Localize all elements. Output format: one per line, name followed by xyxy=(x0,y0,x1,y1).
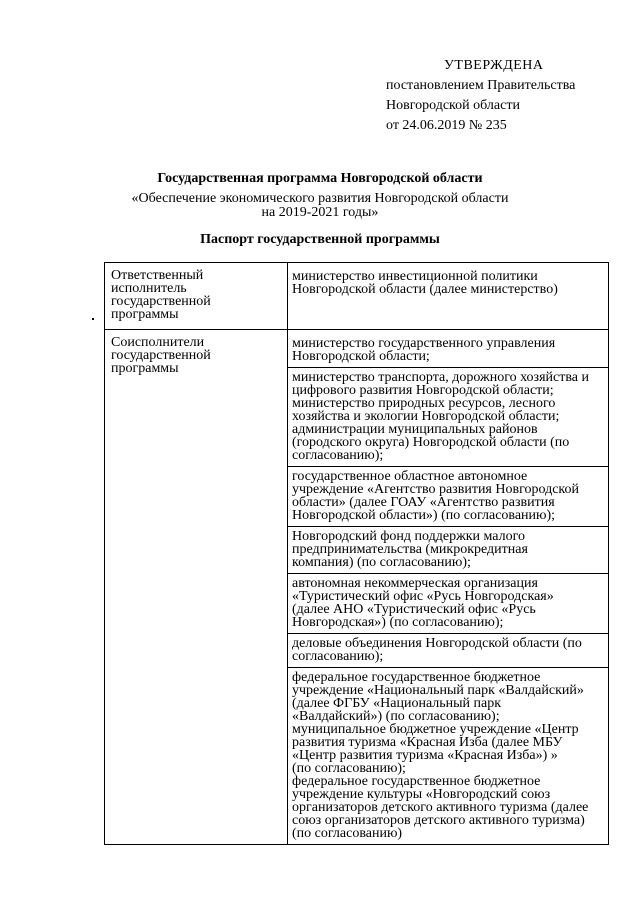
entry-line: (городского округа) Новгородской области (по xyxy=(292,435,570,450)
entry-line: организаторов детского активного туризма (далее xyxy=(292,800,589,815)
entry-line: (по согласованию); xyxy=(292,761,406,776)
entry-line: цифрового развития Новгородской области; xyxy=(292,383,554,398)
value-line: министерство инвестиционной политики xyxy=(292,269,538,284)
entry-line: согласованию); xyxy=(292,649,384,664)
approval-line: Новгородской области xyxy=(386,98,520,113)
entry-line: (по согласованию) xyxy=(292,826,403,841)
entry-line: автономная некоммерческая организация xyxy=(292,576,538,591)
entry-line: компания) (по согласованию); xyxy=(292,555,471,570)
entry-line: учреждение культуры «Новгородский союз xyxy=(292,787,551,802)
row-label xyxy=(105,263,288,330)
label-line: государственной xyxy=(111,294,211,309)
entry xyxy=(288,467,608,527)
document-title: Государственная программа Новгородской области xyxy=(157,171,483,186)
entry-line: учреждение «Агентство развития Новгородской xyxy=(292,482,579,497)
approval-line: от 24.06.2019 № 235 xyxy=(386,118,507,133)
document-subtitle-line1: «Обеспечение экономического развития Новгородской области xyxy=(131,191,509,206)
entry-line: государственное областное автономное xyxy=(292,469,528,484)
entry xyxy=(288,368,608,467)
entry-line: (далее АНО «Туристический офис «Русь xyxy=(292,602,536,617)
entry-line: «Центр развития туризма «Красная Изба») » xyxy=(292,748,558,763)
row-label xyxy=(105,330,288,845)
entry xyxy=(288,634,608,668)
table-row xyxy=(105,263,609,330)
entry-line: области» (далее ГОАУ «Агентство развития xyxy=(292,495,555,510)
approval-heading: УТВЕРЖДЕНА xyxy=(444,58,544,73)
approval-block xyxy=(386,56,575,136)
entry-line: федеральное государственное бюджетное xyxy=(292,774,541,789)
entry-line: предпринимательства (микрокредитная xyxy=(292,542,528,557)
entry xyxy=(288,527,608,574)
label-line: государственной xyxy=(111,348,211,363)
table-row xyxy=(105,330,609,845)
scan-speck xyxy=(92,318,94,320)
entry-line: (далее ФГБУ «Национальный парк xyxy=(292,696,502,711)
approval-line: постановлением Правительства xyxy=(386,78,576,93)
entry-line: «Валдайский») (по согласованию); xyxy=(292,709,500,724)
label-line: Соисполнители xyxy=(111,335,205,350)
row-value xyxy=(288,263,609,330)
entry-line: Новгородская») (по согласованию); xyxy=(292,615,504,630)
entry-line: учреждение «Национальный парк «Валдайский» xyxy=(292,683,584,698)
row-value xyxy=(288,330,609,845)
entry xyxy=(288,668,608,844)
entry xyxy=(288,574,608,634)
section-title: Паспорт государственной программы xyxy=(200,232,440,247)
entry-line: «Туристический офис «Русь Новгородская» xyxy=(292,589,554,604)
label-line: программы xyxy=(111,361,179,376)
entry-line: союз организаторов детского активного туризма) xyxy=(292,813,585,828)
value-line: Новгородской области (далее министерство) xyxy=(292,282,558,297)
entry-line: Новгородской области») (по согласованию); xyxy=(292,508,556,523)
entry-line: хозяйства и экологии Новгородской области; xyxy=(292,409,560,424)
entry-line: администрации муниципальных районов xyxy=(292,422,538,437)
entry-line: федеральное государственное бюджетное xyxy=(292,670,541,685)
entry-line: министерство природных ресурсов, лесного xyxy=(292,396,556,411)
document-subtitle-line2: на 2019-2021 годы» xyxy=(261,205,379,220)
entry-line: согласованию); xyxy=(292,448,384,463)
entry-line: развития туризма «Красная Изба (далее МБУ xyxy=(292,735,563,750)
passport-table xyxy=(104,262,609,845)
entry-line: министерство транспорта, дорожного хозяйства и xyxy=(292,370,589,385)
label-line: программы xyxy=(111,307,179,322)
entry-line: Новгородский фонд поддержки малого xyxy=(292,529,526,544)
label-line: исполнитель xyxy=(111,281,187,296)
entry-line: муниципальное бюджетное учреждение «Центр xyxy=(292,722,579,737)
entry-line: Новгородской области; xyxy=(292,349,430,364)
label-line: Ответственный xyxy=(111,268,204,283)
entry xyxy=(288,330,608,368)
entry-line: министерство государственного управления xyxy=(292,336,556,351)
entry-line: деловые объединения Новгородской области (по xyxy=(292,636,582,651)
